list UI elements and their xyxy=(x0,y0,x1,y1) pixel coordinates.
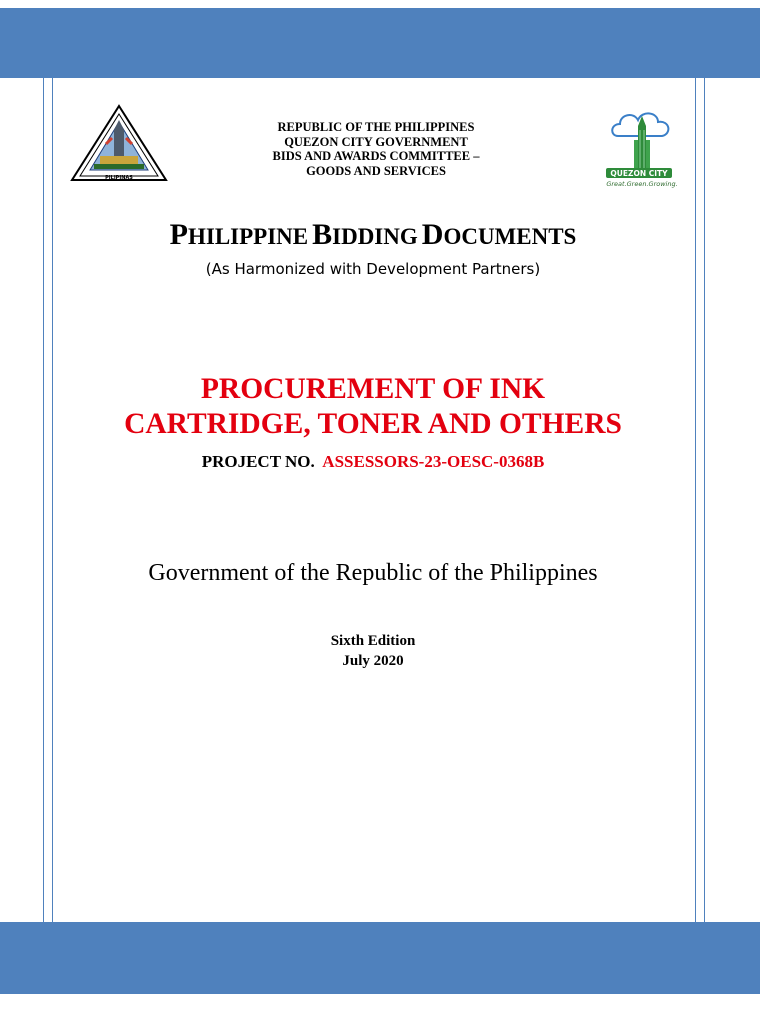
project-number-value: ASSESSORS-23-OESC-0368B xyxy=(322,452,545,471)
title-initial: P xyxy=(169,218,188,251)
header-line: QUEZON CITY GOVERNMENT xyxy=(284,134,468,149)
header-line: GOODS AND SERVICES xyxy=(306,163,446,178)
title-word-rest: HILIPPINE xyxy=(187,224,309,249)
left-border-line-inner xyxy=(52,78,53,922)
procurement-title xyxy=(0,372,746,442)
edition-date: July 2020 xyxy=(342,653,404,669)
title-initial: B xyxy=(312,218,333,251)
logo-tagline: Great.Green.Growing. xyxy=(606,180,678,188)
logo-city-name: QUEZON CITY xyxy=(610,169,668,178)
quezon-city-seal-logo xyxy=(70,104,168,182)
project-number xyxy=(0,452,746,472)
procurement-title-line: PROCUREMENT OF INK xyxy=(200,373,546,405)
issuing-office-header xyxy=(210,120,542,178)
seal-bottom-text: PILIPINAS xyxy=(105,175,133,181)
government-heading: Government of the Republic of the Philippines xyxy=(148,560,598,586)
quezon-city-brand-logo xyxy=(598,100,686,188)
edition-name: Sixth Edition xyxy=(330,633,416,649)
footer-band xyxy=(0,922,760,994)
header-line: REPUBLIC OF THE PHILIPPINES xyxy=(277,120,475,134)
title-word-rest: OCUMENTS xyxy=(443,224,577,249)
procurement-title-line: CARTRIDGE, TONER AND OTHERS xyxy=(124,408,622,440)
header-line: BIDS AND AWARDS COMMITTEE – xyxy=(272,149,480,163)
right-border-line-inner xyxy=(695,78,696,922)
title-initial: D xyxy=(421,218,444,251)
title-word-rest: IDDING xyxy=(332,224,418,249)
edition-info xyxy=(0,631,746,671)
project-number-label: PROJECT NO. xyxy=(201,452,315,471)
header-band xyxy=(0,8,760,78)
document-subtitle: (As Harmonized with Development Partners) xyxy=(205,260,541,278)
document-title xyxy=(0,218,746,252)
right-border-line xyxy=(704,78,705,922)
left-border-line xyxy=(43,78,44,922)
